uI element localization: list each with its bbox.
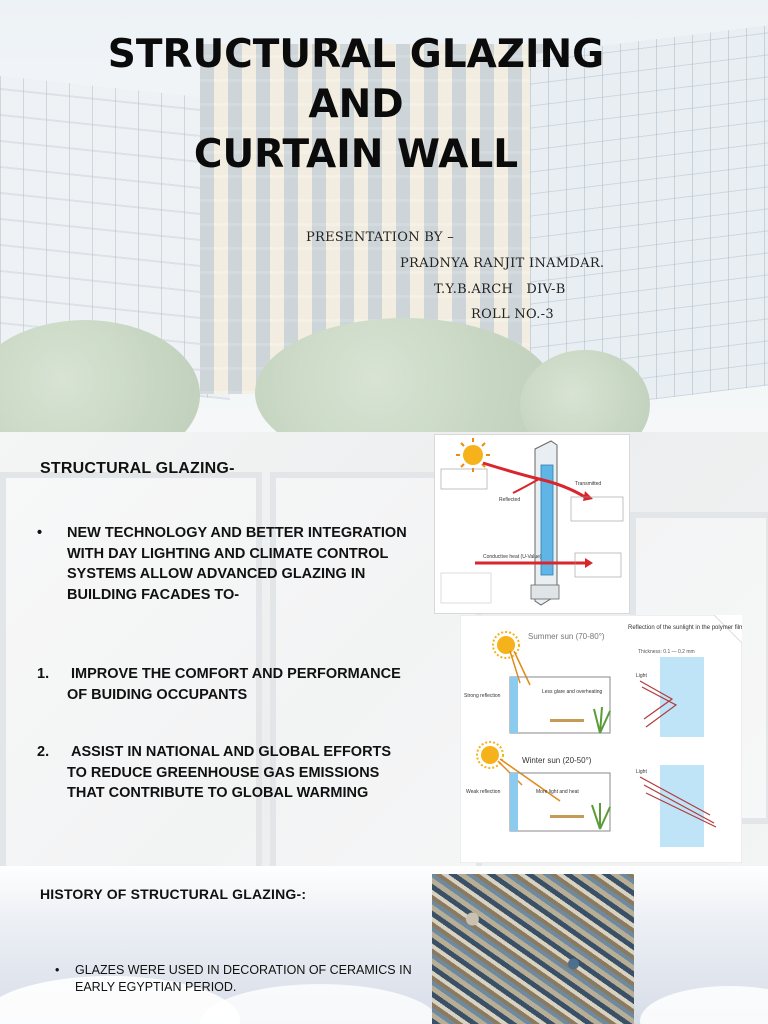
more-light-label: More light and heat bbox=[536, 789, 579, 795]
presented-by-label: PRESENTATION BY – bbox=[306, 230, 455, 245]
roll-number: ROLL NO.-3 bbox=[471, 307, 554, 322]
point-text: IMPROVE THE COMFORT AND PERFORMANCE OF BUIDING OCCUPANTS bbox=[67, 666, 401, 703]
window-section-icon bbox=[531, 441, 559, 605]
arrow-head-icon bbox=[585, 558, 593, 568]
point-text: ASSIST IN NATIONAL AND GLOBAL EFFORTS TO REDUCE GREENHOUSE GAS EMISSIONS THAT CONTRIBUTE TO GLOBAL WARMING bbox=[67, 744, 392, 801]
snow-texture bbox=[640, 986, 768, 1024]
weak-reflection-label: Weak reflection bbox=[466, 789, 501, 795]
solar-info-box bbox=[441, 469, 487, 489]
sun-angle-diagram bbox=[460, 615, 742, 863]
summer-sun-label: Summer sun (70-80°) bbox=[528, 632, 605, 641]
light-label: Light bbox=[636, 769, 647, 775]
numbered-point bbox=[37, 742, 412, 804]
arrow-head-icon bbox=[583, 491, 593, 501]
u-value-info-box bbox=[441, 573, 491, 603]
history-slide bbox=[0, 866, 768, 1024]
sun-angle-svg bbox=[460, 615, 742, 863]
reflected-label: Reflected bbox=[499, 497, 521, 503]
heat-transfer-svg bbox=[435, 435, 629, 613]
bullet-text: GLAZES WERE USED IN DECORATION OF CERAMICS IN EARLY EGYPTIAN PERIOD. bbox=[75, 963, 412, 994]
numbered-point bbox=[37, 664, 407, 705]
transmitted-label: Transmitted bbox=[575, 481, 602, 487]
bullet-text: NEW TECHNOLOGY AND BETTER INTEGRATION WITH DAY LIGHTING AND CLIMATE CONTROL SYSTEMS ALLOW ADVANCED GLAZING IN BUILDING FACADES TO- bbox=[67, 525, 407, 603]
section-heading: HISTORY OF STRUCTURAL GLAZING-: bbox=[40, 886, 307, 902]
title-line: CURTAIN WALL bbox=[193, 132, 519, 177]
heat-transfer-diagram bbox=[434, 434, 630, 614]
presentation-title bbox=[0, 30, 712, 180]
glass-pane bbox=[510, 677, 518, 733]
solar-heat-box bbox=[571, 497, 623, 521]
thickness-label: Thickness: 0.1 — 0.2 mm bbox=[638, 649, 695, 655]
title-line: AND bbox=[308, 82, 404, 127]
glass-pane bbox=[510, 773, 518, 831]
section-heading: STRUCTURAL GLAZING- bbox=[40, 460, 235, 477]
sun-icon bbox=[456, 438, 490, 472]
point-number: 1. bbox=[37, 666, 50, 682]
light-label: Light bbox=[636, 673, 647, 679]
solar-heat-arrow bbox=[483, 463, 585, 497]
bullet-icon: • bbox=[37, 525, 43, 541]
bullet-icon: • bbox=[55, 963, 60, 977]
winter-sun-label: Winter sun (20-50°) bbox=[522, 756, 592, 765]
conductive-label: Conductive heat (U-Value) bbox=[483, 554, 542, 560]
reflection-title-label: Reflection of the sunlight in the polymer film bbox=[628, 625, 742, 631]
title-slide bbox=[0, 0, 768, 432]
ceramic-mosaic-image bbox=[432, 874, 634, 1024]
title-line: STRUCTURAL GLAZING bbox=[107, 32, 605, 77]
table-icon bbox=[550, 719, 584, 722]
structural-glazing-slide bbox=[0, 432, 768, 866]
less-glare-label: Less glare and overheating bbox=[542, 689, 603, 695]
polymer-film-section bbox=[660, 657, 704, 737]
conducted-heat-box bbox=[575, 553, 621, 577]
class-division: T.Y.B.ARCH DIV-B bbox=[434, 282, 566, 297]
author-name: PRADNYA RANJIT INAMDAR. bbox=[400, 256, 605, 271]
history-bullet bbox=[55, 962, 415, 996]
table-icon bbox=[550, 815, 584, 818]
point-number: 2. bbox=[37, 744, 50, 760]
strong-reflection-label: Strong reflection bbox=[464, 693, 501, 699]
intro-bullet bbox=[37, 523, 412, 605]
